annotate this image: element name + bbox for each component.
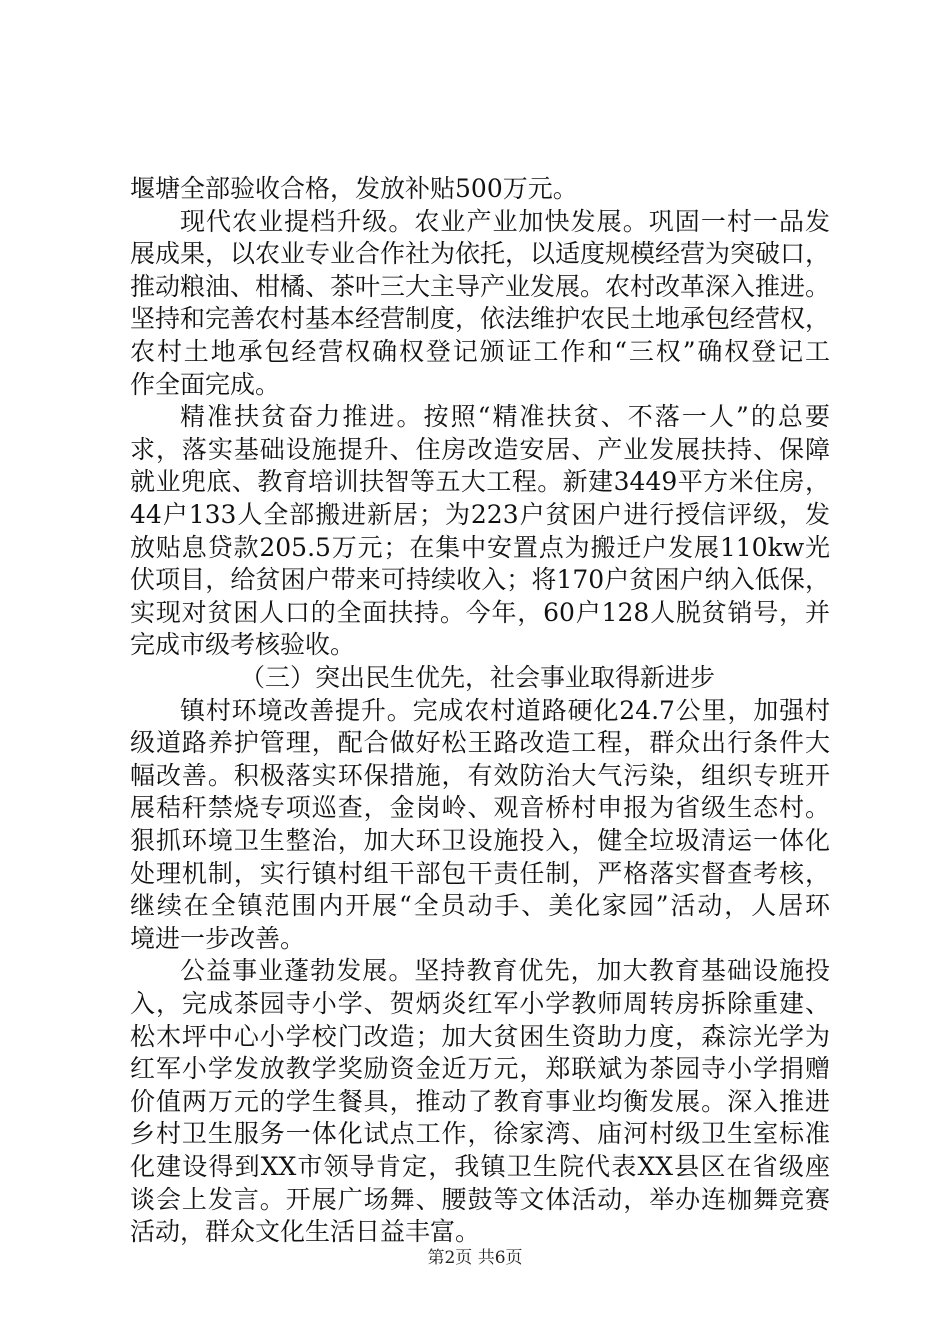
paragraph-first-line: 精准扶贫奋力推进。按照“精准扶贫、不落一人”的总要 (180, 402, 830, 431)
text-line: 狠抓环境卫生整治，加大环卫设施投入，健全垃圾清运一体化 (130, 826, 830, 855)
text-line: 堰塘全部验收合格，发放补贴500万元。 (130, 174, 578, 203)
text-line: 44户133人全部搬进新居；为223户贫困户进行授信评级，发 (130, 500, 830, 529)
text-line: 处理机制，实行镇村组干部包干责任制，严格落实督查考核， (130, 859, 830, 888)
text-line: 入，完成茶园寺小学、贺炳炎红军小学教师周转房拆除重建、 (130, 989, 830, 1018)
text-line: 作全面完成。 (130, 370, 281, 399)
text-line: 坚持和完善农村基本经营制度，依法维护农民土地承包经营权， (130, 304, 831, 333)
text-line: 就业兜底、教育培训扶智等五大工程。新建3449平方米住房， (130, 467, 830, 496)
text-line: 化建设得到XX市领导肯定，我镇卫生院代表XX县区在省级座 (130, 1152, 830, 1181)
text-line: 展成果，以农业专业合作社为依托，以适度规模经营为突破口， (130, 239, 831, 268)
section-heading: （三）突出民生优先，社会事业取得新进步 (240, 663, 716, 692)
text-line: 活动，群众文化生活日益丰富。 (130, 1217, 481, 1246)
text-line: 谈会上发言。开展广场舞、腰鼓等文体活动，举办连枷舞竞赛 (130, 1185, 830, 1214)
text-line: 红军小学发放教学奖励资金近万元，郑联斌为茶园寺小学捐赠 (130, 1054, 830, 1083)
text-line: 继续在全镇范围内开展“全员动手、美化家园”活动，人居环 (130, 891, 830, 920)
text-line: 农村土地承包经营权确权登记颁证工作和“三权”确权登记工 (130, 337, 830, 366)
text-line: 松木坪中心小学校门改造；加大贫困生资助力度，森淙光学为 (130, 1022, 830, 1051)
text-line: 实现对贫困人口的全面扶持。今年，60户128人脱贫销号，并 (130, 598, 830, 627)
text-line: 境进一步改善。 (130, 924, 306, 953)
text-line: 幅改善。积极落实环保措施，有效防治大气污染，组织专班开 (130, 761, 830, 790)
text-line: 放贴息贷款205.5万元；在集中安置点为搬迁户发展110kw光 (130, 533, 830, 562)
text-line: 完成市级考核验收。 (130, 630, 356, 659)
text-line: 价值两万元的学生餐具，推动了教育事业均衡发展。深入推进 (130, 1087, 830, 1116)
text-line: 求，落实基础设施提升、住房改造安居、产业发展扶持、保障 (130, 435, 830, 464)
text-line: 展秸秆禁烧专项巡查，金岗岭、观音桥村申报为省级生态村。 (130, 793, 830, 822)
text-line: 级道路养护管理，配合做好松王路改造工程，群众出行条件大 (130, 728, 830, 757)
paragraph-first-line: 镇村环境改善提升。完成农村道路硬化24.7公里，加强村 (180, 696, 830, 725)
text-line: 推动粮油、柑橘、茶叶三大主导产业发展。农村改革深入推进。 (130, 272, 831, 301)
text-line: 乡村卫生服务一体化试点工作，徐家湾、庙河村级卫生室标准 (130, 1119, 830, 1148)
paragraph-first-line: 公益事业蓬勃发展。坚持教育优先，加大教育基础设施投 (180, 956, 830, 985)
page-number: 第2页 共6页 (427, 1248, 523, 1268)
text-line: 伏项目，给贫困户带来可持续收入；将170户贫困户纳入低保， (130, 565, 830, 594)
paragraph-first-line: 现代农业提档升级。农业产业加快发展。巩固一村一品发 (180, 207, 830, 236)
